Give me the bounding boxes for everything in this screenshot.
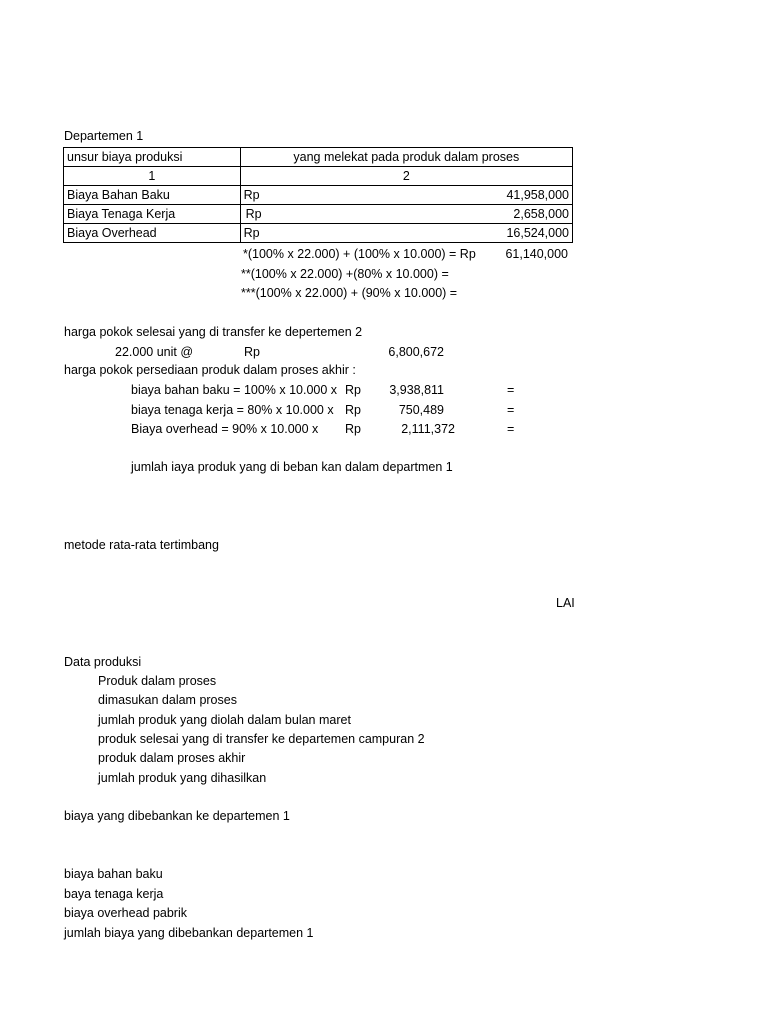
inventory-item-label: biaya tenaga kerja = 80% x 10.000 x xyxy=(131,403,334,417)
inventory-item-value: 750,489 xyxy=(398,403,444,417)
method-title: metode rata-rata tertimbang xyxy=(64,538,219,552)
row-amount-cell xyxy=(240,205,572,224)
currency-label: Rp xyxy=(245,207,262,221)
table-row xyxy=(64,224,573,243)
cost-item: jumlah biaya yang dibebankan departemen 1 xyxy=(64,926,314,940)
row-label: Biaya Bahan Baku xyxy=(64,186,241,205)
row-amount-cell xyxy=(240,224,572,243)
table-row xyxy=(64,186,573,205)
production-item: jumlah produk yang diolah dalam bulan maret xyxy=(98,713,351,727)
inventory-item-currency: Rp xyxy=(345,383,361,397)
cost-table xyxy=(63,147,573,243)
column-number-1: 1 xyxy=(64,167,241,186)
production-item: produk dalam proses akhir xyxy=(98,751,246,765)
inventory-item-equals: = xyxy=(507,383,515,397)
transfer-unit-text: 22.000 unit @ xyxy=(115,345,194,359)
currency-label: Rp xyxy=(243,226,260,240)
row-label: Biaya Overhead xyxy=(64,224,241,243)
formula-line-2: **(100% x 22.000) +(80% x 10.000) = xyxy=(241,267,449,281)
row-value: 2,658,000 xyxy=(513,207,569,221)
production-item: dimasukan dalam proses xyxy=(98,693,237,707)
table-row xyxy=(64,205,573,224)
transfer-heading: harga pokok selesai yang di transfer ke depertemen 2 xyxy=(64,325,363,339)
cost-item: baya tenaga kerja xyxy=(64,887,164,901)
inventory-item-equals: = xyxy=(507,403,515,417)
lai-label: LAI xyxy=(556,596,575,610)
inventory-item-value: 2,111,372 xyxy=(401,422,455,436)
table-header-row xyxy=(64,148,573,167)
row-value: 16,524,000 xyxy=(506,226,569,240)
formula-line-3: ***(100% x 22.000) + (90% x 10.000) = xyxy=(241,286,458,300)
row-amount-cell xyxy=(240,186,572,205)
inventory-item-currency: Rp xyxy=(345,422,361,436)
inventory-item-label: biaya bahan baku = 100% x 10.000 x xyxy=(131,383,338,397)
total-cost-line: jumlah iaya produk yang di beban kan dalam departmen 1 xyxy=(131,460,453,474)
transfer-value: 6,800,672 xyxy=(388,345,444,359)
table-number-row xyxy=(64,167,573,186)
row-label: Biaya Tenaga Kerja xyxy=(64,205,241,224)
transfer-currency: Rp xyxy=(244,345,260,359)
inventory-item-value: 3,938,811 xyxy=(389,383,444,397)
formula-total: 61,140,000 xyxy=(505,247,568,261)
department-title: Departemen 1 xyxy=(64,129,144,143)
row-value: 41,958,000 xyxy=(506,188,569,202)
cost-item: biaya bahan baku xyxy=(64,867,163,881)
header-wip-attached: yang melekat pada produk dalam proses xyxy=(240,148,572,167)
inventory-item-label: Biaya overhead = 90% x 10.000 x xyxy=(131,422,319,436)
charged-heading: biaya yang dibebankan ke departemen 1 xyxy=(64,809,290,823)
inventory-item-equals: = xyxy=(507,422,515,436)
inventory-item-currency: Rp xyxy=(345,403,361,417)
currency-label: Rp xyxy=(243,188,260,202)
inventory-heading: harga pokok persediaan produk dalam proses akhir : xyxy=(64,363,356,377)
header-cost-element: unsur biaya produksi xyxy=(64,148,241,167)
production-heading: Data produksi xyxy=(64,655,142,669)
column-number-2: 2 xyxy=(240,167,572,186)
production-item: Produk dalam proses xyxy=(98,674,217,688)
production-item: produk selesai yang di transfer ke departemen campuran 2 xyxy=(98,732,425,746)
cost-item: biaya overhead pabrik xyxy=(64,906,187,920)
production-item: jumlah produk yang dihasilkan xyxy=(98,771,267,785)
formula-line-1: *(100% x 22.000) + (100% x 10.000) = Rp xyxy=(243,247,476,261)
